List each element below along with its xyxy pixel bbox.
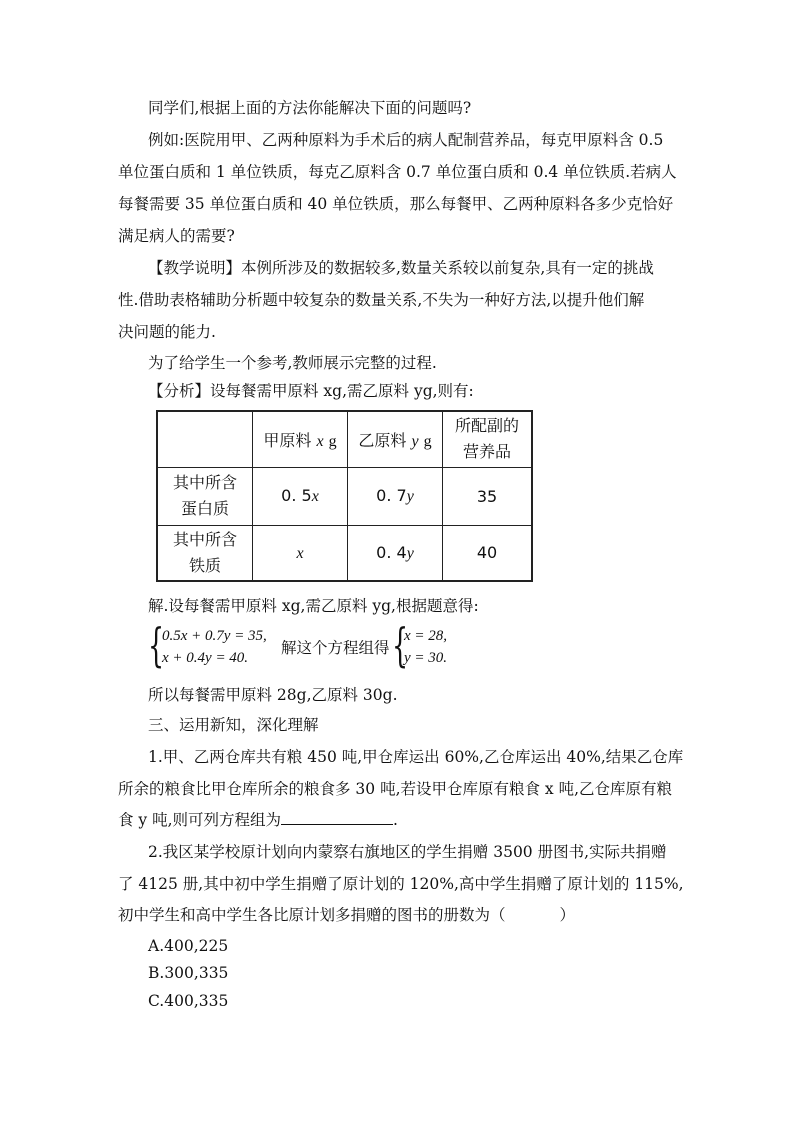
- header-b-text: 乙原料: [358, 430, 407, 450]
- row-iron-a-var: x: [296, 544, 304, 562]
- table-row-iron: [157, 525, 532, 581]
- q1-line-3: [118, 810, 398, 830]
- row-protein-total-cell: 35: [443, 467, 533, 525]
- row-protein-a-var: x: [311, 488, 319, 505]
- q1-line-2: 所余的粮食比甲仓库所余的粮食多 30 吨,若设甲仓库原有粮食 x 吨,乙仓库原有粮: [118, 780, 673, 798]
- example-line-2: 单位蛋白质和 1 单位铁质，每克乙原料含 0.7 单位蛋白质和 0.4 单位铁质.若病人: [118, 163, 677, 181]
- teacher-show-text: 为了给学生一个参考,教师展示完整的过程.: [148, 354, 437, 372]
- row-iron-a-cell: [253, 525, 348, 581]
- teaching-note-line-1: 【教学说明】本例所涉及的数据较多,数量关系较以前复杂,具有一定的挑战: [148, 259, 654, 277]
- teaching-note-line-2: 性.借助表格辅助分析题中较复杂的数量关系,不失为一种好方法,以提升他们解: [118, 291, 645, 309]
- q2-option-a: A.400,225: [148, 937, 229, 955]
- equation-right-row-2: y = 30.: [404, 650, 448, 666]
- row-iron-label-line-1: 其中所含: [172, 529, 237, 549]
- q2-line-1: 2.我区某学校原计划向内蒙察右旗地区的学生捐赠 3500 册图书,实际共捐赠: [148, 843, 667, 861]
- equation-left-row-2: x + 0.4y = 40.: [162, 650, 249, 666]
- header-product-line-1: 所配副的: [454, 416, 519, 436]
- q1-line-1: 1.甲、乙两仓库共有粮 450 吨,甲仓库运出 60%,乙仓库运出 40%,结果乙仓库: [148, 748, 684, 766]
- table-header-product: [443, 411, 533, 467]
- analysis-text: 【分析】设每餐需甲原料 xg,需乙原料 yg,则有:: [148, 382, 474, 400]
- row-protein-b-cell: [348, 467, 443, 525]
- row-protein-label: [157, 467, 253, 525]
- example-line-1: 例如:医院用甲、乙两种原料为手术后的病人配制营养品，每克甲原料含 0.5: [148, 131, 664, 149]
- intro-text: 同学们,根据上面的方法你能解决下面的问题吗?: [148, 99, 472, 117]
- left-brace-icon: {: [148, 618, 165, 672]
- row-iron-b-num: 0. 4: [376, 542, 407, 562]
- header-a-unit: g: [328, 432, 337, 450]
- example-line-4: 满足病人的需要?: [118, 227, 235, 245]
- row-protein-a-cell: [253, 467, 348, 525]
- header-b-unit: g: [423, 432, 432, 450]
- q2-option-b: B.300,335: [148, 964, 229, 982]
- row-protein-label-line-2: 蛋白质: [180, 499, 229, 518]
- q1-answer-blank: [281, 810, 393, 825]
- conclusion-text: 所以每餐需甲原料 28g,乙原料 30g.: [148, 686, 398, 704]
- table-header-ingredient-b: [348, 411, 443, 467]
- row-protein-label-line-1: 其中所含: [172, 473, 237, 492]
- equation-middle-text: 解这个方程组得: [281, 639, 390, 657]
- header-a-text: 甲原料: [263, 430, 312, 450]
- q1-line-3-end: .: [393, 811, 398, 829]
- row-protein-b-var: y: [406, 488, 414, 505]
- table-header-ingredient-a: [253, 411, 348, 467]
- row-protein-a-num: 0. 5: [281, 486, 312, 505]
- table-corner-cell: [157, 411, 253, 467]
- header-a-var: x: [316, 432, 324, 450]
- q1-line-3-text: 食 y 吨,则可列方程组为: [118, 811, 282, 829]
- right-brace-icon: {: [392, 618, 409, 672]
- q2-line-3: [118, 905, 575, 925]
- q2-option-c: C.400,335: [148, 992, 229, 1010]
- section-3-heading: 三、运用新知，深化理解: [148, 716, 319, 734]
- equation-left-row-1: 0.5x + 0.7y = 35,: [162, 628, 267, 644]
- solution-intro-text: 解.设每餐需甲原料 xg,需乙原料 yg,根据题意得:: [148, 597, 479, 615]
- q2-line-3-end: ）: [559, 906, 576, 924]
- table-header-row: [157, 411, 532, 467]
- teaching-note-line-3: 决问题的能力.: [118, 323, 216, 341]
- row-iron-label: [157, 525, 253, 581]
- row-iron-total-cell: 40: [443, 525, 533, 581]
- nutrition-table: [156, 410, 533, 582]
- row-iron-b-var: y: [406, 544, 414, 562]
- equation-right-row-1: x = 28,: [404, 628, 448, 644]
- example-line-3: 每餐需要 35 单位蛋白质和 40 单位铁质，那么每餐甲、乙两种原料各多少克恰好: [118, 195, 674, 213]
- header-product-line-2: 营养品: [462, 442, 511, 462]
- q2-line-2: 了 4125 册,其中初中学生捐赠了原计划的 120%,高中学生捐赠了原计划的 115%,: [118, 875, 684, 893]
- q2-line-3-text: 初中学生和高中学生各比原计划多捐赠的图书的册数为（: [118, 906, 506, 924]
- table-row-protein: [157, 467, 532, 525]
- row-protein-b-num: 0. 7: [376, 486, 407, 505]
- row-iron-b-cell: [348, 525, 443, 581]
- header-b-var: y: [411, 432, 419, 450]
- row-iron-label-line-2: 铁质: [188, 555, 221, 575]
